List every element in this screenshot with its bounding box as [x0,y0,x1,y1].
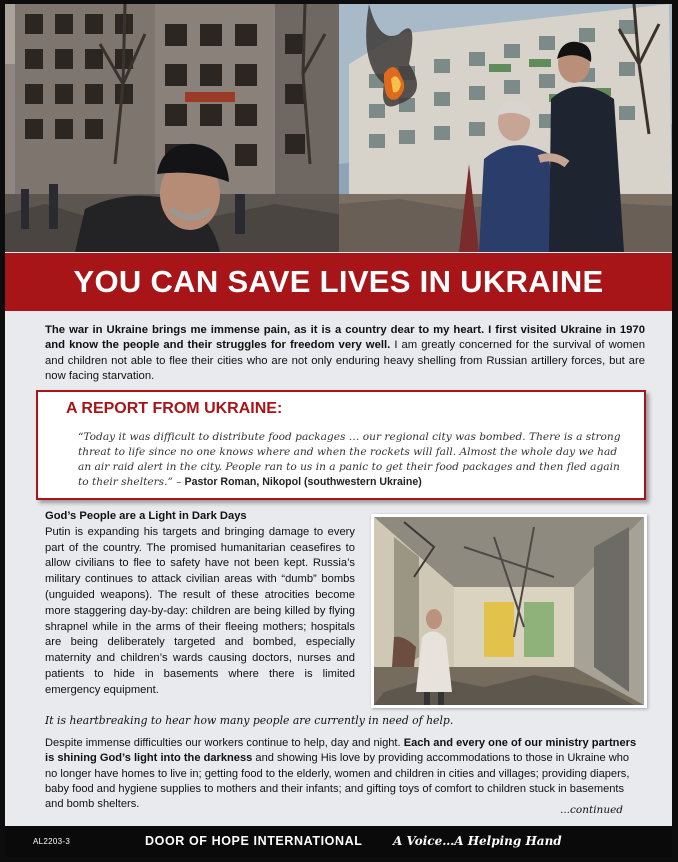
footer-tagline: A Voice…A Helping Hand [393,834,562,848]
article-paragraph-2 [45,736,641,812]
article-column [45,509,355,699]
continued-label: ...continued [560,804,624,816]
header-photos [5,4,672,252]
page-title: YOU CAN SAVE LIVES IN UKRAINE [73,264,604,299]
intro-bold-text: The war in Ukraine brings me immense pain, as it is a country dear to my heart. I first visited Ukraine in 1970 and know the people and their struggles for freedom very well. [45,324,645,352]
photo-damaged-apartment [5,4,339,252]
footer-code: AL2203-3 [33,837,71,846]
para2-bold: Each and every one of our ministry partners is shining God’s light into the darkness [45,737,637,765]
report-quote-text: “Today it was difficult to distribute food packages … our regional city was bombed. There is a strong threat to life since no one knows where and when the rockets will fall. Almost the whole day we had an air raid alert in the city. People ran to us in a panic to get their food packages and then fled again to their shelters.” – [78,431,621,488]
flyer-page [5,4,672,857]
report-box [36,390,646,500]
para2-end: and showing His love by providing accommodations to those in Ukraine who no longer have homes to live in; getting food to the elderly, women and children in cities and villages; providing diapers, baby food and hygiene supplies to mothers and their infants; and gifting toys of comfort to children stuck in basements and bomb shelters. [45,752,630,811]
inset-photo-hospital [371,514,647,708]
report-quote [78,430,626,490]
intro-paragraph [45,323,645,384]
article-heading: God’s People are a Light in Dark Days [45,510,247,522]
article-tagline: It is heartbreaking to hear how many people are currently in need of help. [45,714,454,727]
report-quote-author: Pastor Roman, Nikopol (southwestern Ukraine) [181,476,422,488]
footer-organization: DOOR OF HOPE INTERNATIONAL [145,834,363,848]
intro-text: I am greatly concerned for the survival of women and children not able to flee their cities who are not only enduring heavy shelling from Russian artillery forces, but are now facing starvation. [45,339,645,382]
photo-burning-building [339,4,672,252]
article-body: Putin is expanding his targets and bringing damage to every part of the country. The promised humanitarian ceasefires to allow civilians to flee to safety have not been kept. Russia’s military continues to attack civilian areas with “dumb” bombs (unguided weapons). The result of these atrocities become more staggering day-by-day: children are being killed by flying shrapnel while in the arms of their fleeing mothers; hospitals are being deliberately targeted and bombed, especially maternity and children’s wards causing doctors, nurses and patients to hide in basements where there is limited emergency equipment. [45,525,355,696]
report-heading: A REPORT FROM UKRAINE: [66,400,283,417]
para2-start: Despite immense difficulties our workers continue to help, day and night. [45,737,404,749]
title-banner [5,253,672,311]
footer-bar [5,826,672,857]
